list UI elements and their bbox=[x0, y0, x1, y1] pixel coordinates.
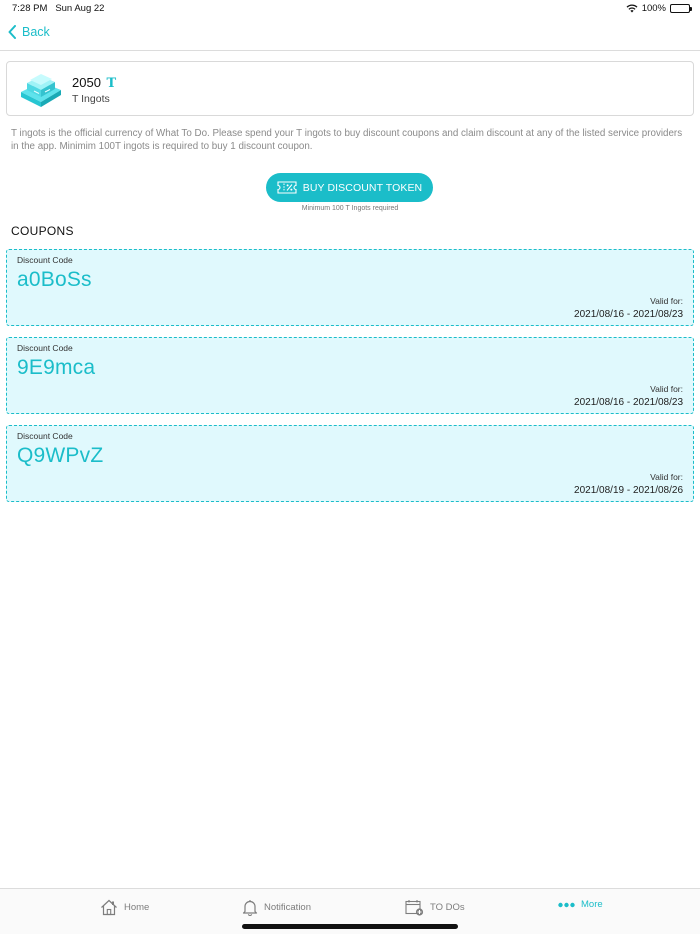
t-ingot-symbol: T bbox=[106, 76, 117, 91]
tab-todos[interactable] bbox=[405, 899, 465, 916]
coupon-valid-label: Valid for: bbox=[650, 472, 683, 482]
status-clock: 7:28 PM bbox=[12, 3, 48, 14]
wallet-card bbox=[6, 61, 694, 116]
status-right bbox=[626, 3, 690, 14]
coupon-label: Discount Code bbox=[17, 255, 73, 265]
home-indicator[interactable] bbox=[242, 924, 458, 929]
coupon-label: Discount Code bbox=[17, 343, 73, 353]
balance-value: 2050 bbox=[72, 75, 101, 90]
dots-icon bbox=[558, 902, 575, 908]
coupon-code: Q9WPvZ bbox=[17, 444, 104, 467]
ingot-icon bbox=[17, 70, 65, 108]
status-date: Sun Aug 22 bbox=[55, 3, 105, 14]
tab-home[interactable] bbox=[100, 899, 149, 916]
buy-discount-token-button[interactable] bbox=[266, 173, 433, 202]
buy-discount-token-label: BUY DISCOUNT TOKEN bbox=[302, 181, 423, 194]
coupon-card[interactable] bbox=[6, 425, 694, 502]
battery-icon bbox=[670, 4, 690, 13]
coupon-card[interactable] bbox=[6, 337, 694, 414]
wifi-icon bbox=[626, 4, 638, 13]
bell-icon bbox=[242, 899, 258, 916]
home-icon bbox=[100, 899, 118, 916]
nav-bar bbox=[0, 18, 700, 51]
coupon-valid-range: 2021/08/16 - 2021/08/23 bbox=[574, 397, 683, 408]
coupon-card[interactable] bbox=[6, 249, 694, 326]
coupon-label: Discount Code bbox=[17, 431, 73, 441]
coupon-valid-range: 2021/08/19 - 2021/08/26 bbox=[574, 485, 683, 496]
tab-todos-label: TO DOs bbox=[430, 902, 465, 913]
currency-description: T ingots is the official currency of What To Do. Please spend your T ingots to buy discount coupons and claim discount at any of the listed service providers in the app. Minimim 100T ingots is required to buy 1 discount coupon. bbox=[11, 128, 683, 152]
coupons-title: COUPONS bbox=[11, 224, 74, 238]
coupon-valid-range: 2021/08/16 - 2021/08/23 bbox=[574, 309, 683, 320]
buy-minimum-note: Minimum 100 T Ingots required bbox=[301, 205, 399, 212]
coupon-code: 9E9mca bbox=[17, 356, 96, 379]
calendar-add-icon bbox=[405, 899, 424, 916]
tab-home-label: Home bbox=[124, 902, 150, 913]
tab-more-label: More bbox=[581, 899, 603, 910]
coupon-code: a0BoSs bbox=[17, 268, 92, 291]
chevron-left-icon bbox=[8, 25, 16, 39]
tab-notification[interactable] bbox=[242, 899, 311, 916]
tab-notification-label: Notification bbox=[264, 902, 311, 913]
coupon-valid-label: Valid for: bbox=[650, 296, 683, 306]
balance-amount bbox=[72, 75, 116, 91]
coupon-ticket-icon bbox=[277, 181, 297, 194]
tab-more[interactable] bbox=[558, 899, 603, 910]
status-bar bbox=[0, 0, 700, 18]
status-time bbox=[12, 3, 104, 14]
coupon-valid-label: Valid for: bbox=[650, 384, 683, 394]
balance-unit-label: T Ingots bbox=[72, 93, 110, 105]
battery-percent: 100% bbox=[641, 3, 666, 14]
back-button[interactable] bbox=[8, 25, 50, 39]
back-label: Back bbox=[22, 25, 50, 39]
